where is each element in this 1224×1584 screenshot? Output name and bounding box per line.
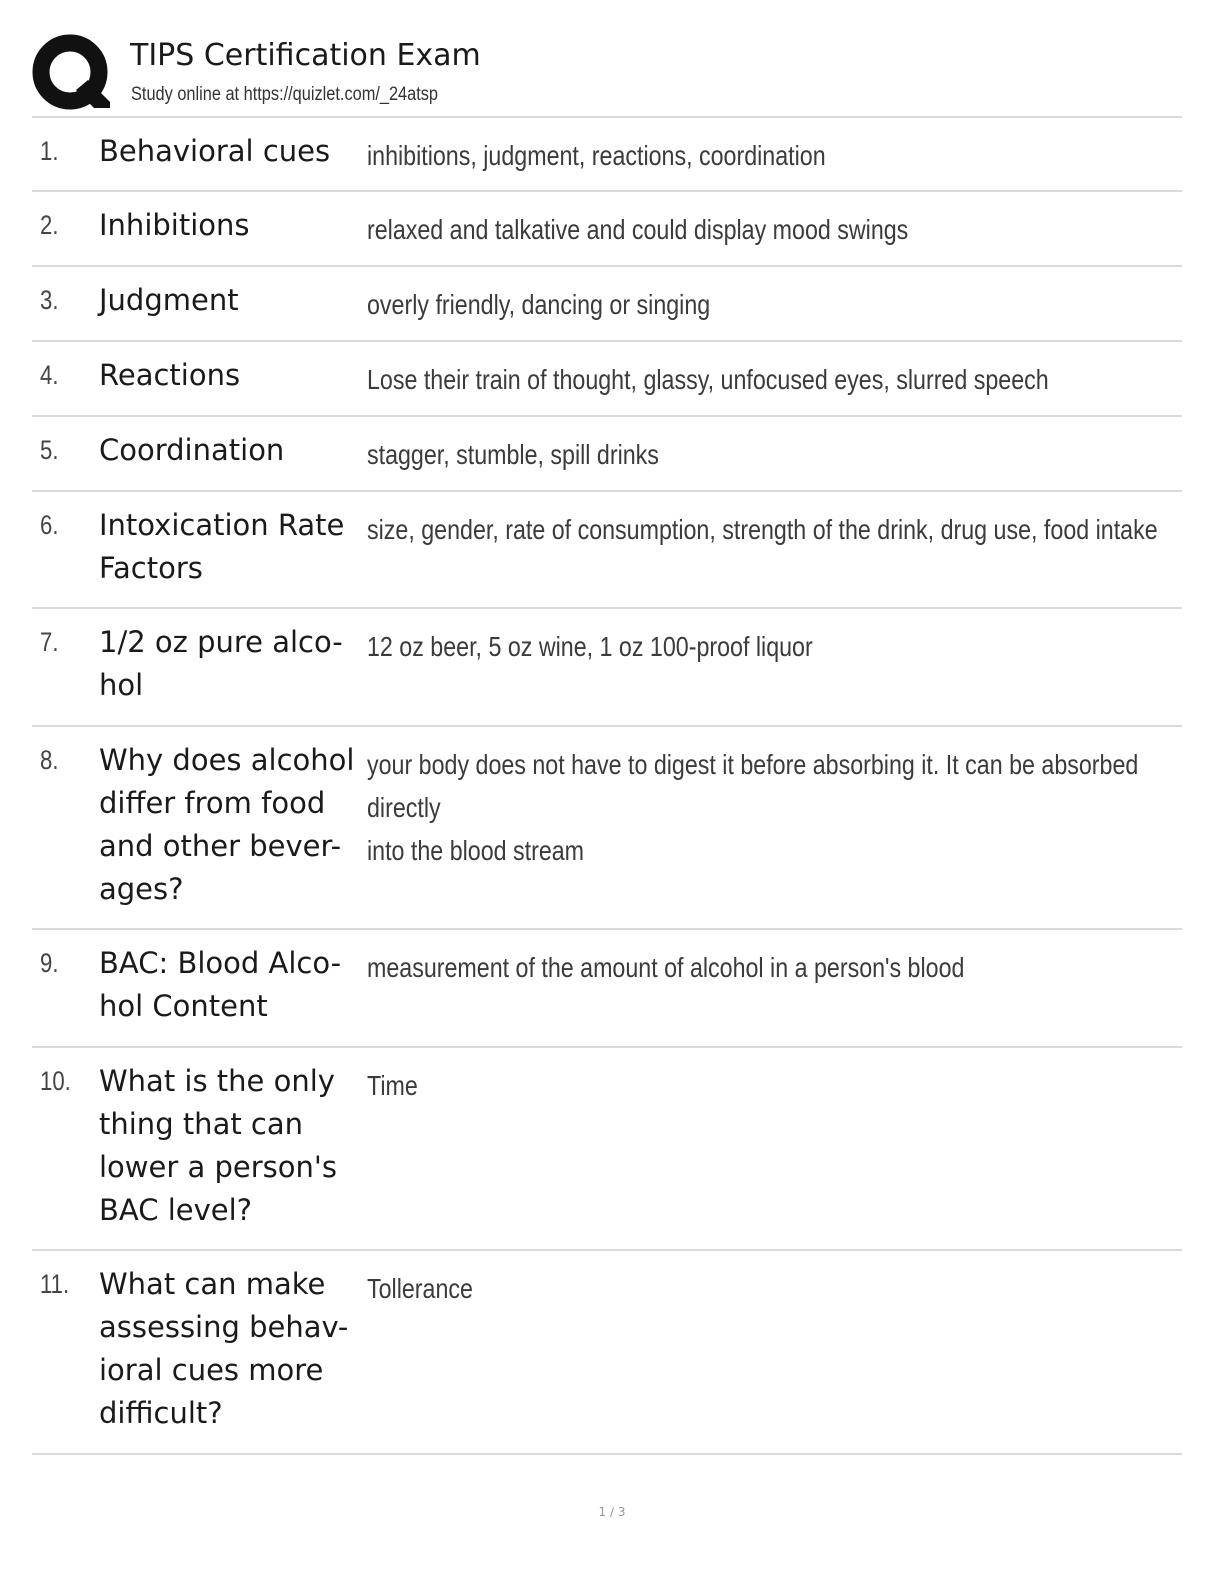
item-term: Reactions [99,358,241,392]
document-title: TIPS Certification Exam [130,38,481,73]
flashcard-row [32,267,1182,342]
item-number: 2. [40,210,59,240]
item-term: 1/2 oz pure alco- hol [99,625,343,702]
page-header [32,30,1182,116]
item-definition: 12 oz beer, 5 oz wine, 1 oz 100-proof liquor [367,631,813,662]
item-number: 8. [40,745,59,775]
item-term: What is the only thing that can lower a person's BAC level? [99,1064,337,1227]
flashcard-list [32,116,1182,1455]
quizlet-logo-icon [32,34,112,114]
item-term: Intoxication Rate Factors [99,508,345,585]
flashcard-row [32,492,1182,609]
item-number: 4. [40,360,59,390]
item-term: Why does alcohol differ from food and other bever- ages? [99,743,355,906]
flashcard-row [32,342,1182,417]
item-definition: stagger, stumble, spill drinks [367,439,659,470]
page-number: 1 / 3 [598,1505,626,1519]
flashcard-row [32,1251,1182,1455]
item-definition: Tollerance [367,1273,473,1304]
item-term: Behavioral cues [99,134,331,168]
item-definition: your body does not have to digest it before absorbing it. It can be absorbed directly into the blood stream [367,749,1139,866]
item-definition: measurement of the amount of alcohol in a person's blood [367,952,965,983]
item-number: 1. [40,136,59,166]
item-term: Judgment [99,283,239,317]
item-number: 11. [40,1269,70,1299]
item-number: 5. [40,435,59,465]
item-number: 9. [40,948,59,978]
flashcard-row [32,192,1182,267]
flashcard-row [32,417,1182,492]
item-definition: overly friendly, dancing or singing [367,289,711,320]
flashcard-row [32,118,1182,192]
item-number: 10. [40,1066,71,1096]
item-definition: Time [367,1070,418,1101]
study-online-link[interactable]: Study online at https://quizlet.com/_24atsp [131,84,439,105]
item-term: Inhibitions [99,208,250,242]
item-definition: relaxed and talkative and could display mood swings [367,214,909,245]
item-number: 6. [40,510,59,540]
item-term: BAC: Blood Alco- hol Content [99,946,342,1023]
item-number: 7. [40,627,59,657]
item-number: 3. [40,285,59,315]
flashcard-row [32,609,1182,727]
flashcard-row [32,727,1182,930]
flashcard-row [32,930,1182,1048]
flashcard-row [32,1048,1182,1251]
item-definition: Lose their train of thought, glassy, unfocused eyes, slurred speech [367,364,1049,395]
item-term: Coordination [99,433,285,467]
item-definition: inhibitions, judgment, reactions, coordination [367,140,826,171]
item-term: What can make assessing behav- ioral cues more difficult? [99,1267,349,1430]
item-definition: size, gender, rate of consumption, strength of the drink, drug use, food intake [367,514,1158,545]
